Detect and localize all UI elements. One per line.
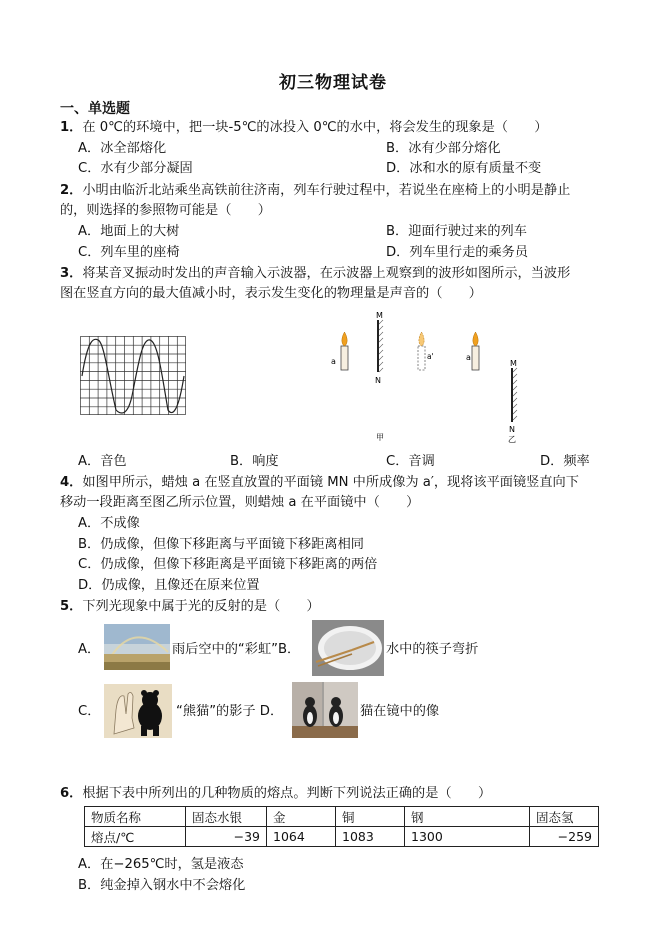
option-4d[interactable]: D．仍成像，且像还在原来位置 [78,578,260,593]
option-2b[interactable]: B．迎面行驶过来的列车 [386,224,527,239]
option-5a-caption: 雨后空中的“彩虹”B． [172,642,301,657]
option-1b[interactable]: B．冰有少部分熔化 [386,141,501,156]
question-text-line1: 如图甲所示，蜡烛 a 在竖直放置的平面镜 MN 中所成像为 a′，现将该平面镜竖直向下 [82,475,579,490]
question-number: 1． [60,120,83,135]
question-3-line2: 图在竖直方向的最大值减小时，表示发生变化的物理量是声音的（ ） [60,286,482,301]
table-cell: 1083 [336,827,405,847]
option-3d[interactable]: D．频率 [540,454,590,469]
label-a: a [331,357,336,366]
question-2-line2: 的，则选择的参照物可能是（ ） [60,203,271,218]
question-6 [60,784,491,804]
option-5c-caption: “熊猫”的影子 D． [176,704,284,719]
table-row [85,827,599,847]
option-5b-caption: 水中的筷子弯折 [386,642,479,657]
question-number: 6． [60,786,83,801]
table-cell: 1064 [267,827,336,847]
label-yi: 乙 [508,435,516,444]
table-row-label: 熔点/℃ [85,827,186,847]
question-3 [60,264,570,284]
question-number: 3． [60,266,83,281]
table-header-cell: 铜 [336,807,405,827]
question-4 [60,473,579,493]
table-header-cell: 固态氢 [530,807,599,827]
option-5a-letter[interactable]: A． [78,642,101,657]
label-a-prime: a' [427,352,434,361]
label-jia: 甲 [376,433,384,442]
table-cell: −259 [530,827,599,847]
label-a2: a [466,353,471,362]
cat-mirror-photo [292,682,358,738]
question-2 [60,181,570,201]
page-title: 初三物理试卷 [279,73,387,93]
question-text-line1: 小明由临沂北站乘坐高铁前往济南，列车行驶过程中，若说坐在座椅上的小明是静止 [82,183,571,198]
question-text-line1: 将某音叉振动时发出的声音输入示波器，在示波器上观察到的波形如图所示，当波形 [82,266,571,281]
label-n1: N [375,376,381,385]
candle-mirror-diagram [322,306,532,446]
option-4c[interactable]: C．仍成像，但像下移距离是平面镜下移距离的两倍 [78,557,378,572]
option-2d[interactable]: D．列车里行走的乘务员 [386,245,529,260]
question-5 [60,597,320,617]
option-5d-caption: 猫在镜中的像 [360,704,440,719]
hand-shadow-panda-photo [104,684,172,738]
question-4-line2: 移动一段距离至图乙所示位置，则蜡烛 a 在平面镜中（ ） [60,495,420,510]
option-2c[interactable]: C．列车里的座椅 [78,245,180,260]
option-4a[interactable]: A．不成像 [78,516,140,531]
section-heading: 一、单选题 [60,101,130,117]
label-m1: M [376,311,383,320]
question-1 [60,118,548,138]
option-6b[interactable]: B．纯金掉入钢水中不会熔化 [78,878,246,893]
chopsticks-bowl-photo [312,620,384,676]
question-text: 下列光现象中属于光的反射的是（ ） [82,599,320,614]
option-1a[interactable]: A．冰全部熔化 [78,141,167,156]
table-cell: −39 [186,827,267,847]
option-2a[interactable]: A．地面上的大树 [78,224,180,239]
option-3b[interactable]: B．响度 [230,454,279,469]
question-text: 根据下表中所列出的几种物质的熔点。判断下列说法正确的是（ ） [82,786,492,801]
table-header-cell: 钢 [405,807,530,827]
label-n2: N [509,425,515,434]
label-m2: M [510,359,517,368]
question-number: 4． [60,475,83,490]
table-header-cell: 固态水银 [186,807,267,827]
table-cell: 1300 [405,827,530,847]
table-header-row [85,807,599,827]
table-header-cell: 金 [267,807,336,827]
option-3a[interactable]: A．音色 [78,454,127,469]
option-6a[interactable]: A．在−265℃时，氢是液态 [78,857,244,872]
question-number: 2． [60,183,83,198]
oscilloscope-waveform-figure [80,336,190,416]
option-4b[interactable]: B．仍成像，但像下移距离与平面镜下移距离相同 [78,537,364,552]
question-text: 在 0℃的环境中，把一块-5℃的冰投入 0℃的水中，将会发生的现象是（ ） [82,120,548,135]
question-number: 5． [60,599,83,614]
option-1c[interactable]: C．水有少部分凝固 [78,161,193,176]
option-1d[interactable]: D．冰和水的原有质量不变 [386,161,542,176]
melting-point-table [84,806,599,847]
rainbow-photo [104,624,170,670]
option-3c[interactable]: C．音调 [386,454,435,469]
table-header-cell: 物质名称 [85,807,186,827]
option-5c-letter[interactable]: C． [78,704,101,719]
